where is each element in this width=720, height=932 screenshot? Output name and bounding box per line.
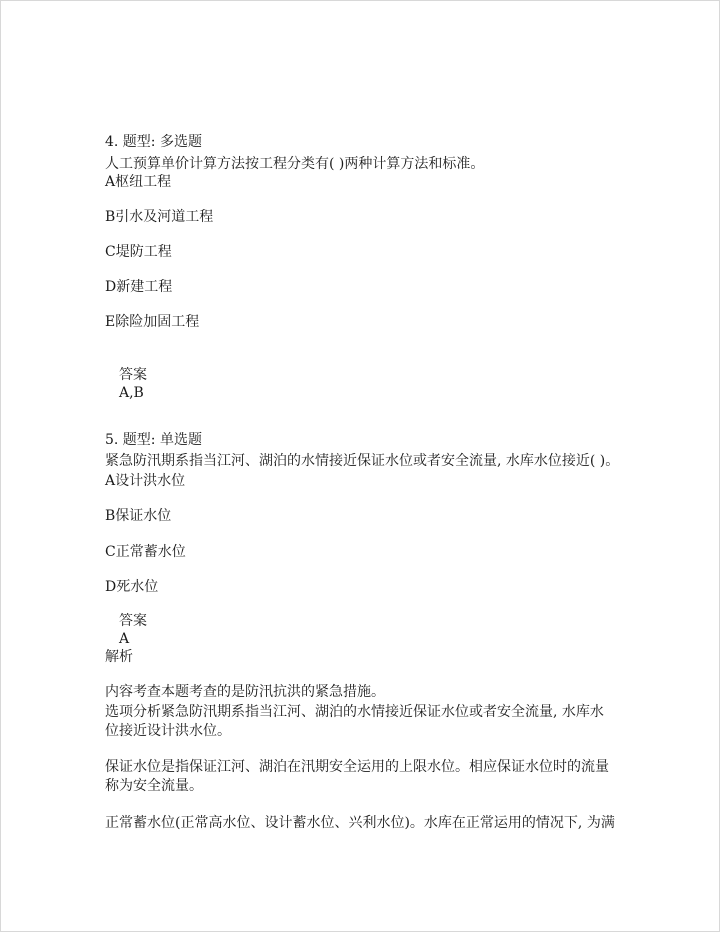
analysis-paragraph: 保证水位是指保证江河、湖泊在汛期安全运用的上限水位。相应保证水位时的流量 bbox=[105, 759, 609, 775]
analysis-paragraph: 位接近设计洪水位。 bbox=[105, 723, 231, 739]
analysis-paragraph: 内容考查本题考查的是防汛抗洪的紧急措施。 bbox=[105, 684, 385, 700]
analysis-paragraph: 正常蓄水位(正常高水位、设计蓄水位、兴利水位)。水库在正常运用的情况下, 为满 bbox=[105, 815, 615, 831]
question-5-answer: A bbox=[119, 631, 130, 647]
question-4-option-c: C堤防工程 bbox=[105, 244, 172, 260]
question-4-option-e: E除险加固工程 bbox=[105, 314, 200, 330]
question-4-header: 4. 题型: 多选题 bbox=[105, 134, 202, 150]
question-4-answer: A,B bbox=[119, 385, 144, 401]
question-4-stem: 人工预算单价计算方法按工程分类有( )两种计算方法和标准。 bbox=[105, 156, 485, 172]
question-4-option-d: D新建工程 bbox=[105, 279, 173, 295]
question-5-option-a: A设计洪水位 bbox=[105, 473, 186, 489]
question-5-header: 5. 题型: 单选题 bbox=[105, 432, 202, 448]
question-4-option-b: B引水及河道工程 bbox=[105, 209, 214, 225]
question-5-stem: 紧急防汛期系指当江河、湖泊的水情接近保证水位或者安全流量, 水库水位接近( )。 bbox=[105, 453, 620, 469]
analysis-paragraph: 称为安全流量。 bbox=[105, 778, 203, 794]
analysis-paragraph: 选项分析紧急防汛期系指当江河、湖泊的水情接近保证水位或者安全流量, 水库水 bbox=[105, 704, 604, 720]
question-5-answer-label: 答案 bbox=[119, 613, 147, 629]
analysis-title: 解析 bbox=[105, 649, 133, 665]
question-5-option-d: D死水位 bbox=[105, 579, 159, 595]
question-5-option-b: B保证水位 bbox=[105, 508, 172, 524]
question-4-option-a: A枢纽工程 bbox=[105, 174, 172, 190]
question-4-answer-label: 答案 bbox=[119, 367, 147, 383]
question-5-option-c: C正常蓄水位 bbox=[105, 544, 186, 560]
